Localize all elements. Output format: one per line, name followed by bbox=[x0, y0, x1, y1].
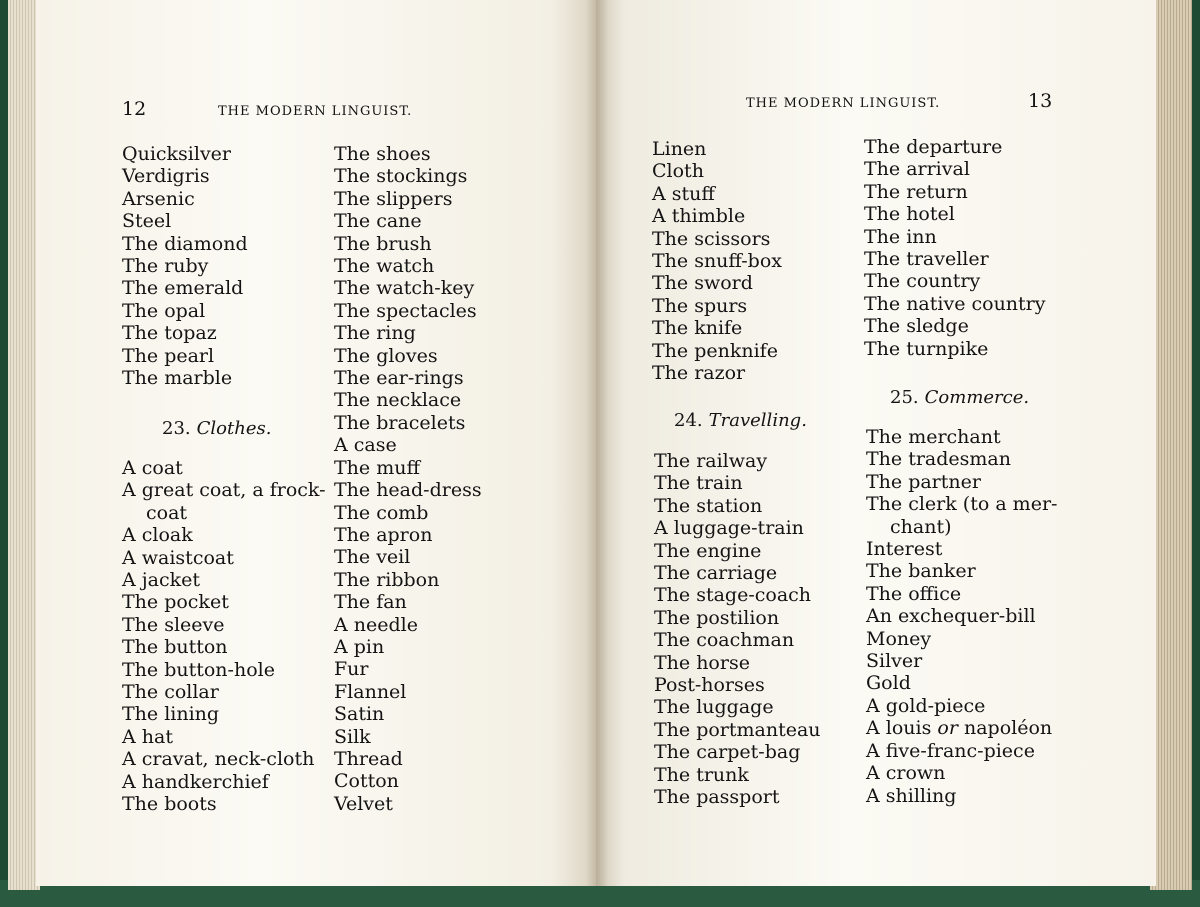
list-item: The partner bbox=[866, 470, 981, 493]
page-number-left: 12 bbox=[122, 98, 147, 120]
list-item: A coat bbox=[122, 457, 183, 479]
list-item: The topaz bbox=[122, 322, 217, 345]
list-item: A shilling bbox=[866, 784, 957, 807]
list-item: Interest bbox=[866, 538, 943, 561]
vocab-column-right-2b bbox=[866, 426, 1057, 807]
running-head-right: THE MODERN LINGUIST. bbox=[746, 96, 941, 111]
list-item: A cravat, neck-cloth bbox=[122, 748, 315, 771]
list-item: The traveller bbox=[864, 248, 989, 271]
list-item-louis bbox=[866, 717, 1057, 739]
list-item: Verdigris bbox=[122, 165, 210, 188]
list-item: The banker bbox=[866, 560, 976, 583]
list-item: A thimble bbox=[652, 205, 746, 228]
list-item: A luggage-train bbox=[654, 517, 804, 540]
list-item: The ring bbox=[334, 322, 416, 345]
list-item: The coachman bbox=[654, 629, 795, 652]
list-item: Arsenic bbox=[122, 187, 195, 210]
louis-text-italic: or bbox=[937, 717, 958, 740]
list-item: The luggage bbox=[654, 696, 774, 719]
list-item: The necklace bbox=[334, 389, 462, 412]
list-item: The tradesman bbox=[866, 448, 1011, 471]
list-item: The carriage bbox=[654, 562, 778, 585]
list-item: The sword bbox=[652, 272, 753, 295]
list-item: The hotel bbox=[864, 203, 955, 226]
list-item: The penknife bbox=[652, 339, 778, 362]
list-item: The opal bbox=[122, 299, 206, 322]
list-item: Cotton bbox=[334, 770, 399, 793]
list-item: Gold bbox=[866, 672, 911, 695]
section-heading-commerce bbox=[890, 387, 1029, 408]
list-item: A five-franc-piece bbox=[866, 739, 1035, 762]
list-item: The horse bbox=[654, 651, 750, 674]
list-item: The office bbox=[866, 582, 962, 605]
list-item: The muff bbox=[334, 456, 420, 479]
list-item: The stockings bbox=[334, 165, 468, 188]
list-item: The trunk bbox=[654, 763, 749, 786]
list-item: The scissors bbox=[652, 227, 771, 250]
list-item: The return bbox=[864, 180, 968, 203]
list-item: Money bbox=[866, 627, 932, 650]
list-item: A handkerchief bbox=[122, 770, 269, 793]
list-item: The passport bbox=[654, 786, 780, 809]
list-item: The watch-key bbox=[334, 277, 475, 300]
running-head-left: THE MODERN LINGUIST. bbox=[218, 104, 413, 119]
list-item: coat bbox=[146, 501, 188, 524]
list-item: The head-dress bbox=[334, 479, 482, 502]
list-item: The slippers bbox=[334, 187, 453, 210]
list-item: The ribbon bbox=[334, 568, 440, 591]
list-item: The station bbox=[654, 494, 763, 517]
list-item: The apron bbox=[334, 523, 433, 546]
right-page bbox=[596, 0, 1156, 886]
list-item: The comb bbox=[334, 501, 429, 524]
list-item: Silk bbox=[334, 725, 371, 748]
list-item: The railway bbox=[654, 450, 768, 472]
list-item: A waistcoat bbox=[122, 546, 234, 569]
list-item: The sledge bbox=[864, 315, 969, 338]
list-item: A jacket bbox=[122, 569, 201, 592]
list-item: The brush bbox=[334, 232, 432, 255]
list-item: The shoes bbox=[334, 143, 431, 165]
list-item: The pearl bbox=[122, 344, 215, 367]
vocab-column-right-1b bbox=[654, 450, 821, 809]
list-item: The departure bbox=[864, 136, 1003, 158]
book-gutter bbox=[586, 0, 608, 886]
list-item: The stage-coach bbox=[654, 584, 812, 607]
left-page bbox=[36, 0, 596, 886]
list-item: The diamond bbox=[122, 232, 248, 255]
list-item: The emerald bbox=[122, 277, 244, 300]
list-item: The button bbox=[122, 636, 228, 659]
list-item: The postilion bbox=[654, 606, 780, 629]
list-item: The cane bbox=[334, 210, 422, 233]
list-item: Satin bbox=[334, 703, 385, 726]
list-item: A pin bbox=[334, 635, 385, 658]
list-item: Flannel bbox=[334, 680, 407, 703]
list-item: The watch bbox=[334, 255, 435, 278]
section-number: 24. bbox=[674, 410, 703, 431]
list-item: A stuff bbox=[652, 182, 715, 205]
list-item: Velvet bbox=[334, 792, 393, 815]
section-number: 25. bbox=[890, 387, 919, 408]
list-item: The pocket bbox=[122, 591, 229, 614]
list-item: The gloves bbox=[334, 344, 438, 367]
list-item: Fur bbox=[334, 658, 369, 681]
section-title: Commerce. bbox=[924, 387, 1030, 408]
list-item: A case bbox=[334, 434, 397, 457]
list-item: A crown bbox=[866, 762, 946, 785]
vocab-column-right-1 bbox=[652, 138, 782, 384]
list-item: chant) bbox=[890, 515, 952, 538]
list-item: The razor bbox=[652, 362, 746, 385]
list-item: The bracelets bbox=[334, 411, 466, 434]
list-item: The veil bbox=[334, 546, 411, 569]
list-item: The country bbox=[864, 270, 981, 293]
list-item: The portmanteau bbox=[654, 718, 821, 741]
list-item: The engine bbox=[654, 539, 762, 562]
list-item: The inn bbox=[864, 225, 937, 248]
section-heading-travelling bbox=[674, 410, 807, 431]
list-item: Steel bbox=[122, 210, 172, 233]
list-item: The collar bbox=[122, 681, 219, 704]
list-item: The native country bbox=[864, 292, 1046, 315]
list-item: The merchant bbox=[866, 426, 1001, 448]
page-number-right: 13 bbox=[1028, 90, 1053, 112]
section-number: 23. bbox=[162, 418, 191, 439]
list-item: The knife bbox=[652, 317, 743, 340]
section-title: Clothes. bbox=[196, 418, 272, 439]
vocab-column-right-2 bbox=[864, 136, 1046, 360]
list-item: The marble bbox=[122, 367, 233, 390]
list-item: The turnpike bbox=[864, 337, 989, 360]
list-item: Cloth bbox=[652, 160, 704, 183]
list-item: Silver bbox=[866, 650, 923, 673]
list-item: The button-hole bbox=[122, 658, 275, 681]
list-item: Quicksilver bbox=[122, 143, 232, 165]
list-item: The snuff-box bbox=[652, 250, 782, 273]
list-item: A great coat, a frock- bbox=[122, 479, 326, 502]
list-item: The train bbox=[654, 472, 743, 495]
vocab-column-left-1 bbox=[122, 143, 248, 389]
list-item: The ruby bbox=[122, 255, 209, 278]
list-item: The spectacles bbox=[334, 299, 477, 322]
vocab-column-left-1b bbox=[122, 457, 326, 816]
section-title: Travelling. bbox=[708, 410, 807, 431]
louis-text-before: A louis bbox=[866, 717, 938, 740]
section-heading-clothes bbox=[162, 418, 271, 439]
list-item: The spurs bbox=[652, 294, 748, 317]
list-item: The clerk (to a mer- bbox=[866, 493, 1058, 516]
list-item: Thread bbox=[334, 747, 403, 770]
page-edges-right bbox=[1150, 0, 1192, 890]
list-item: A needle bbox=[334, 613, 418, 636]
list-item: The boots bbox=[122, 793, 217, 816]
louis-text-after: napoléon bbox=[957, 717, 1053, 740]
list-item: The arrival bbox=[864, 158, 970, 181]
list-item: The lining bbox=[122, 703, 220, 726]
list-item: Post-horses bbox=[654, 674, 765, 697]
list-item: The sleeve bbox=[122, 613, 225, 636]
list-item: A cloak bbox=[122, 524, 193, 547]
list-item: The carpet-bag bbox=[654, 741, 801, 764]
list-item: An exchequer-bill bbox=[866, 605, 1036, 628]
list-item: Linen bbox=[652, 138, 707, 160]
list-item: The fan bbox=[334, 591, 407, 614]
vocab-column-left-2 bbox=[334, 143, 482, 815]
list-item: A hat bbox=[122, 725, 173, 748]
list-item: The ear-rings bbox=[334, 367, 464, 390]
list-item: A gold-piece bbox=[866, 694, 986, 717]
